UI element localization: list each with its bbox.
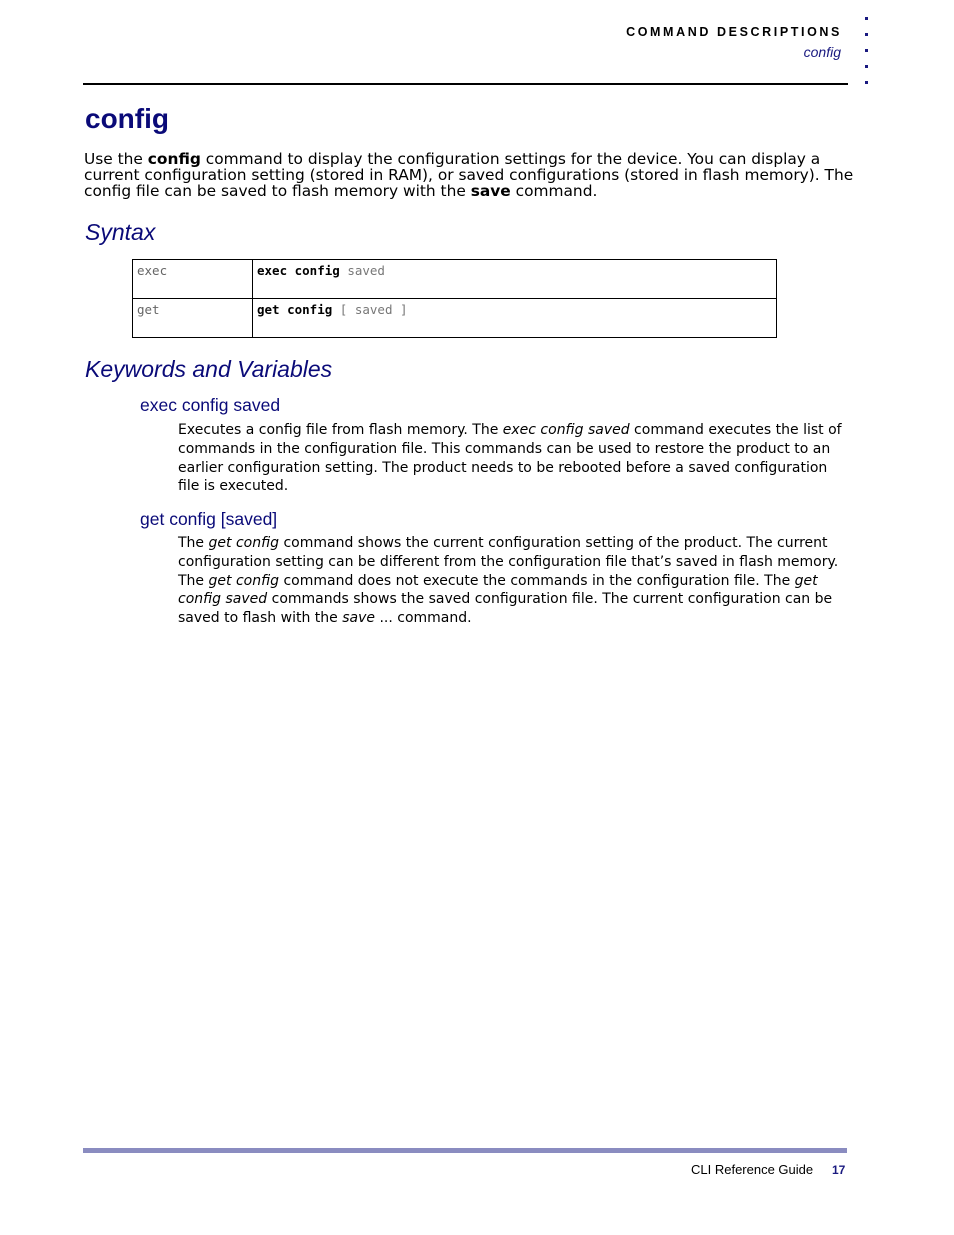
syntax-heading: Syntax [85,219,156,245]
syntax-mode-get: get [133,299,253,338]
page-title: config [85,103,169,134]
desc-italic: save [342,610,375,627]
page-number: 17 [832,1163,846,1177]
desc-text: command shows the current configuration setting of the product. The current configuration setting can be different from the configuration file that’s saved in flash memory. The [178,535,839,589]
footer-rule [83,1148,847,1153]
desc-italic: get config [208,572,280,589]
syntax-command-args: [ saved ] [332,302,408,317]
keyword-title-exec-config-saved: exec config saved [140,395,281,415]
desc-text: commands shows the saved configuration file. The current configuration can be saved to flash with the [178,591,833,627]
desc-text: The [178,535,209,551]
header-rule [83,83,848,85]
intro-keyword-save: save [470,182,511,200]
keyword-desc-exec-config-saved [178,421,843,496]
intro-paragraph [84,151,854,199]
desc-italic: get config saved [178,572,818,608]
desc-text: Executes a config file from flash memory. The [178,422,503,438]
intro-keyword-config: config [147,150,201,168]
desc-text: command does not execute the commands in the configuration file. The [279,572,795,589]
intro-text-1: Use the [84,150,148,168]
syntax-command-exec [253,260,777,299]
syntax-command-args: saved [339,263,385,278]
desc-italic: get config [208,535,280,551]
syntax-mode-exec: exec [133,260,253,299]
keyword-desc-get-config [178,534,843,628]
desc-italic: exec config saved [502,422,630,438]
footer-guide-title: CLI Reference Guide [691,1162,814,1177]
decorative-dots [865,17,871,97]
intro-text-3: command. [510,182,598,200]
syntax-command-name: get config [257,302,333,317]
syntax-command-get [253,299,777,338]
table-row [133,299,777,338]
syntax-command-name: exec config [257,263,340,278]
desc-text: command executes the list of commands in the configuration file. This commands can be used to restore the product to an earlier configuration setting. The product needs to be rebooted before a saved configuration file is executed. [178,422,842,495]
header-section-title: COMMAND DESCRIPTIONS [626,25,842,39]
keyword-title-get-config: get config [saved] [140,509,278,529]
syntax-table [132,259,777,338]
table-row [133,260,777,299]
intro-text-2: command to display the configuration settings for the device. You can display a current configuration setting (stored in RAM), or saved configurations (stored in flash memory). The config file can be saved to flash memory with the [84,150,854,200]
keywords-heading: Keywords and Variables [85,356,333,382]
header-subsection: config [803,44,841,60]
desc-text: ... command. [375,610,472,627]
